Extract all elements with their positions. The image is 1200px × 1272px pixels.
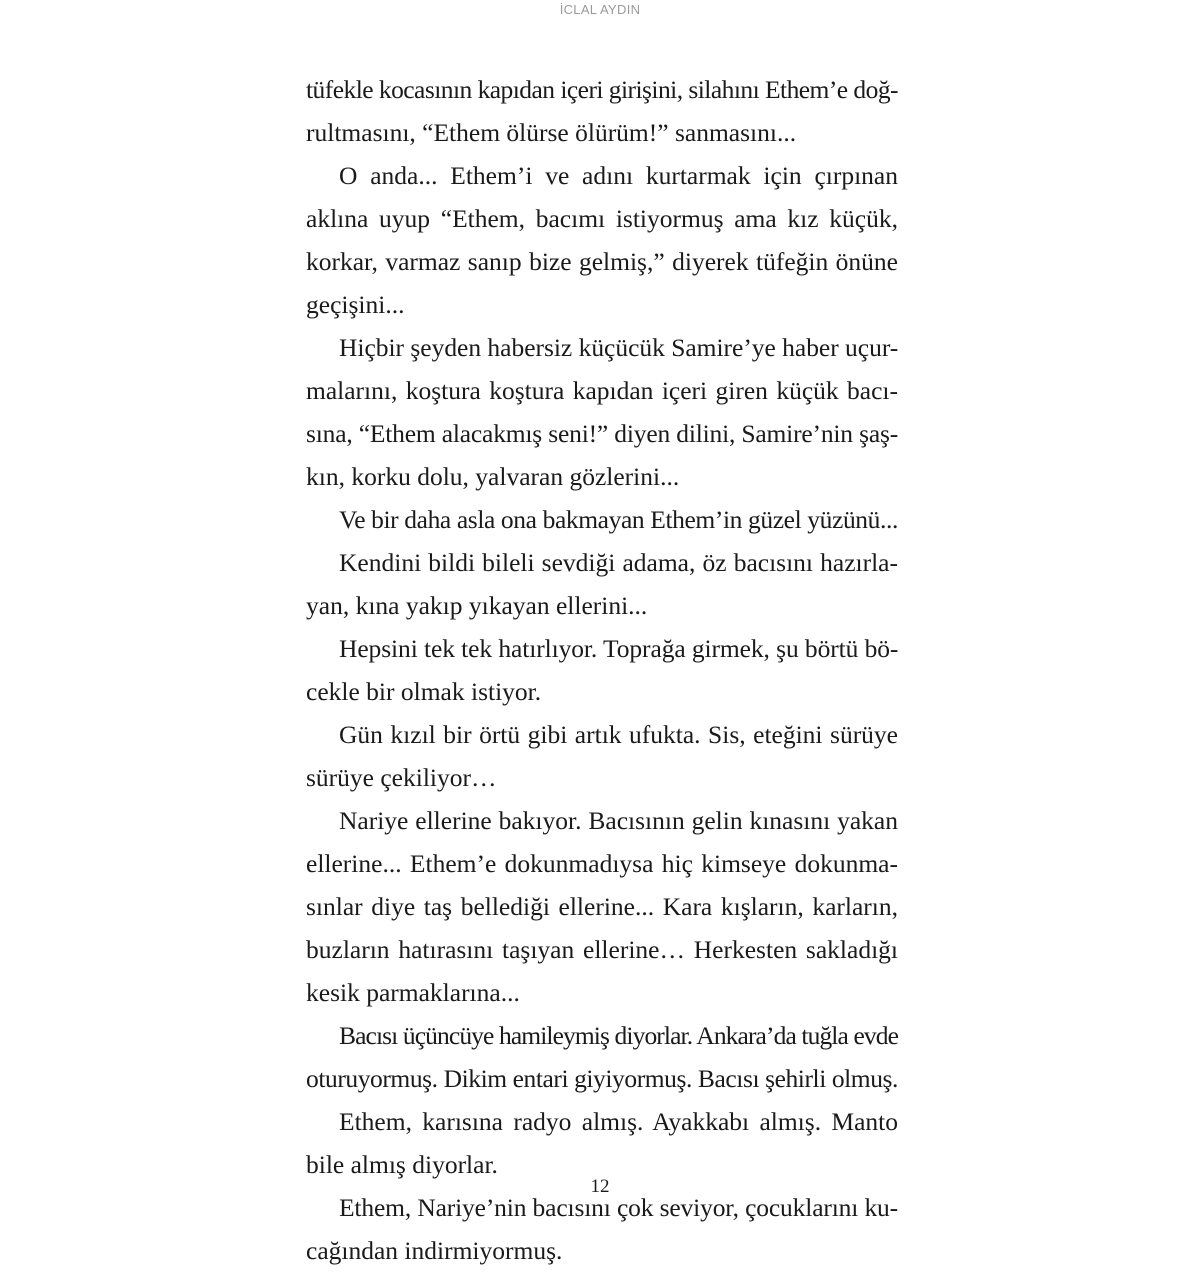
- text-line: malarını, koştura koştura kapıdan içeri giren küçük bacı-: [306, 376, 898, 405]
- text-line: ellerine... Ethem’e dokunmadıysa hiç kimseye dokunma-: [306, 849, 898, 878]
- text-line: sürüye çekiliyor…: [306, 763, 497, 792]
- text-line: Hiçbir şeyden habersiz küçücük Samire’ye haber uçur-: [339, 333, 899, 362]
- body-text: [306, 68, 898, 1272]
- text-line: cağından indirmiyormuş.: [306, 1236, 563, 1265]
- text-line: Nariye ellerine bakıyor. Bacısının gelin kınasını yakan: [339, 806, 898, 835]
- text-line: Ve bir daha asla ona bakmayan Ethem’in güzel yüzünü...: [339, 505, 898, 534]
- text-line: Hepsini tek tek hatırlıyor. Toprağa girmek, şu börtü bö-: [339, 634, 899, 663]
- text-line: sınlar diye taş bellediği ellerine... Kara kışların, karların,: [306, 892, 898, 921]
- page-number: 12: [590, 1176, 610, 1197]
- text-line: yan, kına yakıp yıkayan ellerini...: [306, 591, 648, 620]
- text-line: tüfekle kocasının kapıdan içeri girişini, silahını Ethem’e doğ-: [306, 75, 898, 104]
- text-line: oturuyormuş. Dikim entari giyiyormuş. Bacısı şehirli olmuş.: [306, 1064, 898, 1093]
- text-line: rultmasını, “Ethem ölürse ölürüm!” sanmasını...: [306, 118, 797, 147]
- running-header: İCLAL AYDIN: [559, 2, 641, 17]
- text-line: korkar, varmaz sanıp bize gelmiş,” diyerek tüfeğin önüne: [306, 247, 898, 276]
- text-line: kesik parmaklarına...: [306, 978, 520, 1007]
- text-line: Bacısı üçüncüye hamileymiş diyorlar. Ankara’da tuğla evde: [339, 1021, 898, 1050]
- text-line: cekle bir olmak istiyor.: [306, 677, 542, 706]
- text-line: buzların hatırasını taşıyan ellerine… Herkesten sakladığı: [306, 935, 898, 964]
- text-line: kın, korku dolu, yalvaran gözlerini...: [306, 462, 680, 491]
- text-line: Ethem, Nariye’nin bacısını çok seviyor, çocuklarını ku-: [339, 1193, 898, 1222]
- text-line: Kendini bildi bileli sevdiği adama, öz bacısını hazırla-: [339, 548, 898, 577]
- text-line: aklına uyup “Ethem, bacımı istiyormuş ama kız küçük,: [306, 204, 898, 233]
- text-line: Ethem, karısına radyo almış. Ayakkabı almış. Manto: [339, 1107, 898, 1136]
- text-line: O anda... Ethem’i ve adını kurtarmak için çırpınan: [339, 161, 898, 190]
- text-line: bile almış diyorlar.: [306, 1150, 498, 1179]
- text-line: Gün kızıl bir örtü gibi artık ufukta. Sis, eteğini sürüye: [339, 720, 898, 749]
- text-line: sına, “Ethem alacakmış seni!” diyen dilini, Samire’nin şaş-: [306, 419, 898, 448]
- text-line: geçişini...: [306, 290, 405, 319]
